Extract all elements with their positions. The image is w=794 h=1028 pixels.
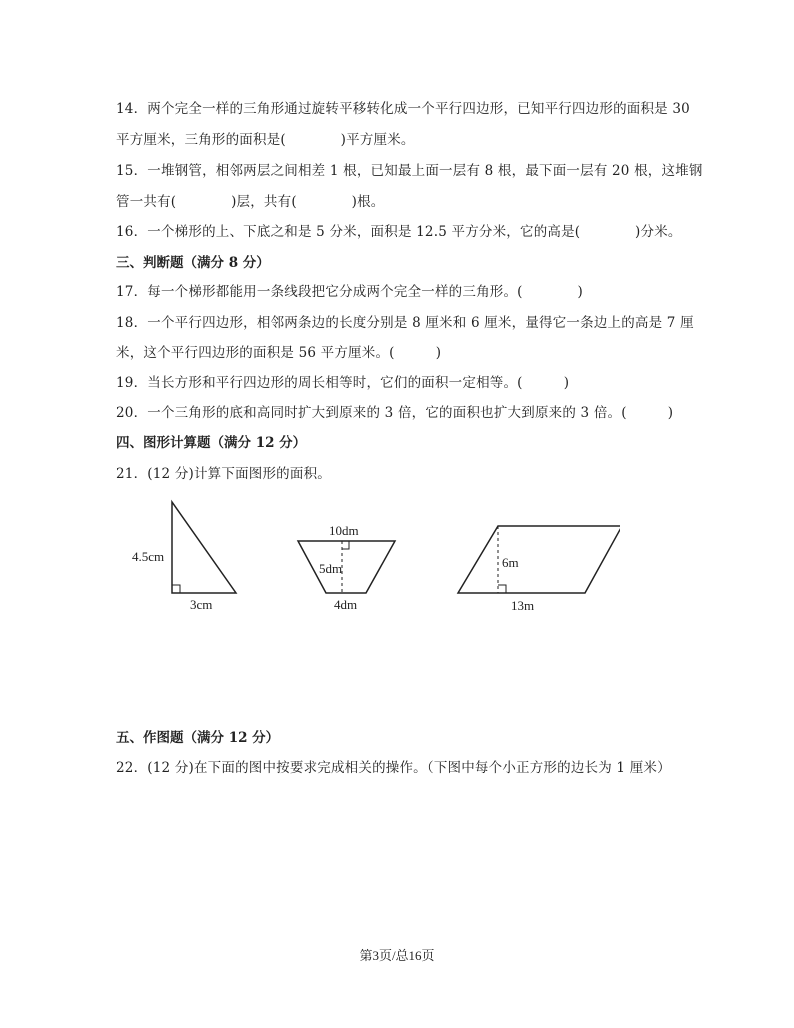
triangle-figure [132, 502, 236, 612]
section-3-heading: 三、判断题（满分 8 分） [116, 255, 270, 271]
page-number: 第3页/总16页 [359, 948, 435, 963]
question-21: 21．(12 分)计算下面图形的面积。 [116, 466, 331, 482]
parallelogram-right-angle-mark [498, 585, 506, 593]
question-18-line-1: 18．一个平行四边形，相邻两条边的长度分别是 8 厘米和 6 厘米，量得它一条边上的高是 7 厘 [116, 315, 694, 331]
trapezoid-height-label: 5dm [319, 561, 343, 576]
section-4-heading: 四、图形计算题（满分 12 分） [116, 435, 307, 451]
trapezoid-figure [298, 523, 395, 612]
question-14-line-1: 14．两个完全一样的三角形通过旋转平移转化成一个平行四边形，已知平行四边形的面积是 30 [116, 101, 690, 117]
question-15-line-1: 15．一堆钢管，相邻两层之间相差 1 根，已知最上面一层有 8 根，最下面一层有 20 根，这堆钢 [116, 163, 703, 179]
triangle-right-angle-mark [172, 585, 180, 593]
triangle-height-label: 4.5cm [132, 549, 165, 564]
parallelogram-shape [458, 526, 620, 593]
figures-svg [120, 490, 620, 620]
trapezoid-right-angle-mark [342, 541, 349, 549]
parallelogram-base-label: 13m [511, 598, 535, 613]
question-15-line-2: 管一共有( )层，共有( )根。 [116, 194, 385, 210]
question-22: 22．(12 分)在下面的图中按要求完成相关的操作。（下图中每个小正方形的边长为 1 厘米） [116, 760, 671, 776]
question-17: 17．每一个梯形都能用一条线段把它分成两个完全一样的三角形。( ) [116, 284, 583, 300]
trapezoid-top-label: 10dm [329, 523, 359, 538]
question-16: 16．一个梯形的上、下底之和是 5 分米，面积是 12.5 平方分米，它的高是( )分米。 [116, 224, 682, 240]
question-20: 20．一个三角形的底和高同时扩大到原来的 3 倍，它的面积也扩大到原来的 3 倍。( ) [116, 405, 674, 421]
section-5-heading: 五、作图题（满分 12 分） [116, 730, 280, 746]
parallelogram-figure [458, 526, 620, 613]
trapezoid-bottom-label: 4dm [334, 597, 358, 612]
figures-area [120, 490, 620, 624]
triangle-shape [172, 502, 236, 593]
question-19: 19．当长方形和平行四边形的周长相等时，它们的面积一定相等。( ) [116, 375, 570, 391]
parallelogram-height-label: 6m [502, 555, 519, 570]
question-14-line-2: 平方厘米，三角形的面积是( )平方厘米。 [116, 132, 415, 148]
question-18-line-2: 米，这个平行四边形的面积是 56 平方厘米。( ) [116, 345, 442, 361]
triangle-base-label: 3cm [190, 597, 213, 612]
